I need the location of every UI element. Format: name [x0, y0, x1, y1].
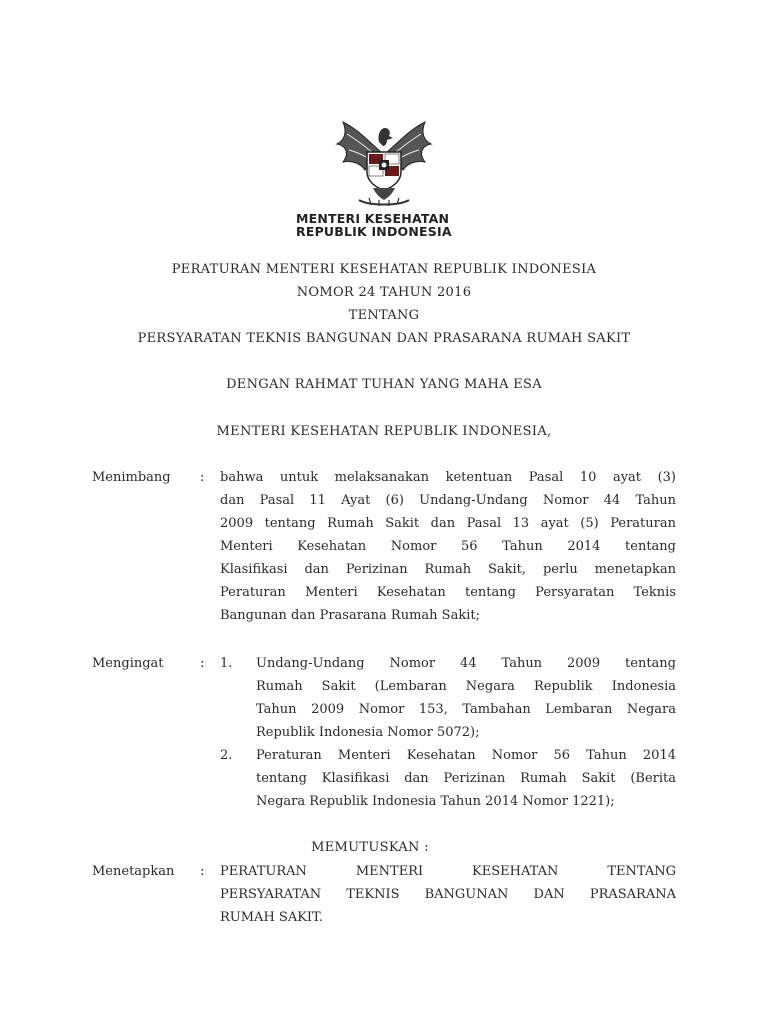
- title-line-4: PERSYARATAN TEKNIS BANGUNAN DAN PRASARANA RUMAH SAKIT: [137, 331, 631, 346]
- mengingat-item-1: [256, 652, 676, 744]
- garuda-emblem-icon: [329, 112, 439, 212]
- memutuskan-heading: MEMUTUSKAN :: [311, 840, 429, 855]
- mengingat-item-2-line: Peraturan Menteri Kesehatan Nomor 56 Tahun 2014: [256, 748, 676, 763]
- mengingat-colon: :: [200, 656, 205, 671]
- mengingat-item-1-number: 1.: [220, 656, 233, 671]
- mengingat-item-2-number: 2.: [220, 748, 233, 763]
- mengingat-item-1-line: Tahun 2009 Nomor 153, Tambahan Lembaran Negara: [256, 702, 676, 717]
- menimbang-line: Bangunan dan Prasarana Rumah Sakit;: [220, 608, 480, 623]
- menimbang-line: Peraturan Menteri Kesehatan tentang Persyaratan Teknis: [220, 585, 676, 600]
- mengingat-item-2-line: Negara Republik Indonesia Tahun 2014 Nomor 1221);: [256, 794, 615, 809]
- menetapkan-text: [220, 860, 676, 929]
- mengingat-item-1-line: Rumah Sakit (Lembaran Negara Republik Indonesia: [256, 679, 676, 694]
- mengingat-item-2-line: tentang Klasifikasi dan Perizinan Rumah Sakit (Berita: [256, 771, 676, 786]
- menimbang-line: Menteri Kesehatan Nomor 56 Tahun 2014 tentang: [220, 539, 676, 554]
- letterhead-line-2: REPUBLIK INDONESIA: [296, 224, 452, 239]
- menetapkan-line: PERSYARATAN TEKNIS BANGUNAN DAN PRASARANA: [220, 887, 676, 902]
- menimbang-text: [220, 466, 676, 627]
- title-line-3: TENTANG: [348, 308, 420, 323]
- mengingat-label: Mengingat: [92, 656, 164, 671]
- letterhead-line-1: MENTERI KESEHATAN: [296, 211, 450, 226]
- menimbang-line: 2009 tentang Rumah Sakit dan Pasal 13 ayat (5) Peraturan: [220, 516, 676, 531]
- title-line-2: NOMOR 24 TAHUN 2016: [296, 285, 472, 300]
- menimbang-label: Menimbang: [92, 470, 171, 485]
- menetapkan-colon: :: [200, 864, 205, 879]
- mengingat-item-2: [256, 744, 676, 813]
- mengingat-item-1-line: Undang-Undang Nomor 44 Tahun 2009 tentang: [256, 656, 676, 671]
- menetapkan-line: RUMAH SAKIT.: [220, 910, 323, 925]
- menimbang-colon: :: [200, 470, 205, 485]
- menimbang-line: dan Pasal 11 Ayat (6) Undang-Undang Nomor 44 Tahun: [220, 493, 676, 508]
- letterhead: [296, 212, 476, 238]
- issuer: MENTERI KESEHATAN REPUBLIK INDONESIA,: [216, 424, 552, 439]
- menetapkan-label: Menetapkan: [92, 864, 175, 879]
- menimbang-line: bahwa untuk melaksanakan ketentuan Pasal 10 ayat (3): [220, 470, 676, 485]
- title-line-1: PERATURAN MENTERI KESEHATAN REPUBLIK INDONESIA: [171, 262, 597, 277]
- garuda-emblem: [0, 112, 768, 212]
- mengingat-item-1-line: Republik Indonesia Nomor 5072);: [256, 725, 480, 740]
- menimbang-line: Klasifikasi dan Perizinan Rumah Sakit, perlu menetapkan: [220, 562, 676, 577]
- preamble: DENGAN RAHMAT TUHAN YANG MAHA ESA: [226, 377, 542, 392]
- menetapkan-line: PERATURAN MENTERI KESEHATAN TENTANG: [220, 864, 676, 879]
